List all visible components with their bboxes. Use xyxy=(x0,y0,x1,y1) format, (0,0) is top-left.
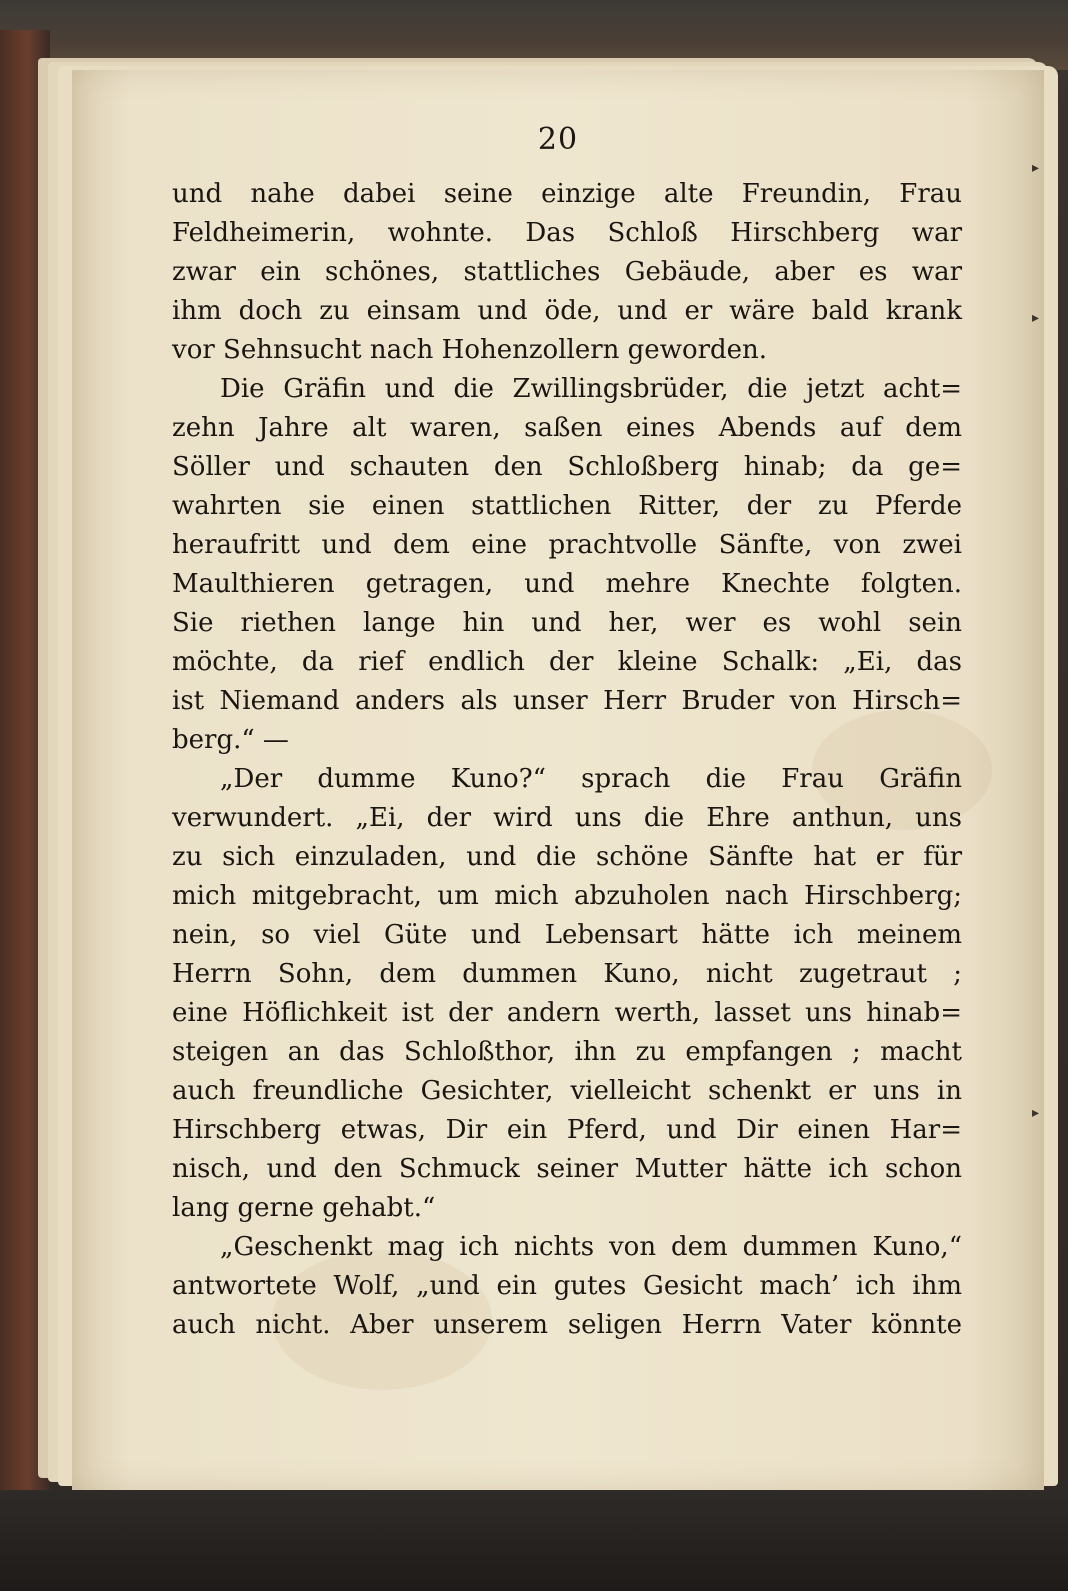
text-line: Sie riethen lange hin und her, wer es wohl sein xyxy=(172,608,962,638)
text-line: Feldheimerin, wohnte. Das Schloß Hirschberg war xyxy=(172,218,962,248)
body-text xyxy=(172,175,962,1345)
text-line: zehn Jahre alt waren, saßen eines Abends auf dem xyxy=(172,413,962,443)
text-line: vor Sehnsucht nach Hohenzollern geworden. xyxy=(172,335,768,365)
book-cover-bottom xyxy=(0,1490,1068,1591)
text-line: ihm doch zu einsam und öde, und er wäre bald krank xyxy=(172,296,962,326)
text-line: und nahe dabei seine einzige alte Freundin, Frau xyxy=(172,179,962,209)
text-line: Maulthieren getragen, und mehre Knechte folgten. xyxy=(172,569,962,599)
text-line: möchte, da rief endlich der kleine Schalk: „Ei, das xyxy=(172,647,962,677)
text-line: Herrn Sohn, dem dummen Kuno, nicht zugetraut ; xyxy=(172,959,962,989)
text-line: antwortete Wolf, „und ein gutes Gesicht mach’ ich ihm xyxy=(172,1271,962,1301)
text-line: „Geschenkt mag ich nichts von dem dummen Kuno,“ xyxy=(220,1232,962,1262)
page-number: 20 xyxy=(537,122,579,157)
text-line: auch nicht. Aber unserem seligen Herrn Vater könnte xyxy=(172,1310,962,1340)
text-line: eine Höflichkeit ist der andern werth, lasset uns hinab= xyxy=(172,998,962,1028)
text-line: berg.“ — xyxy=(172,725,289,755)
text-line: wahrten sie einen stattlichen Ritter, der zu Pferde xyxy=(172,491,962,521)
text-line: verwundert. „Ei, der wird uns die Ehre anthun, uns xyxy=(172,803,962,833)
text-line: zu sich einzuladen, und die schöne Sänfte hat er für xyxy=(172,842,962,872)
text-line: „Der dumme Kuno?“ sprach die Frau Gräfin xyxy=(220,764,962,794)
text-line: Söller und schauten den Schloßberg hinab; da ge= xyxy=(172,452,962,482)
text-line: zwar ein schönes, stattliches Gebäude, aber es war xyxy=(172,257,962,287)
text-line: nein, so viel Güte und Lebensart hätte ich meinem xyxy=(172,920,962,950)
text-line: heraufritt und dem eine prachtvolle Sänfte, von zwei xyxy=(172,530,962,560)
text-line: ist Niemand anders als unser Herr Bruder von Hirsch= xyxy=(172,686,962,716)
text-line: Hirschberg etwas, Dir ein Pferd, und Dir einen Har= xyxy=(172,1115,962,1145)
margin-mark: ▸ xyxy=(1032,160,1040,176)
text-line: steigen an das Schloßthor, ihn zu empfangen ; macht xyxy=(172,1037,962,1067)
margin-mark: ▸ xyxy=(1032,1105,1040,1121)
text-line: lang gerne gehabt.“ xyxy=(172,1193,436,1223)
text-line: Die Gräfin und die Zwillingsbrüder, die jetzt acht= xyxy=(220,374,962,404)
margin-mark: ▸ xyxy=(1032,310,1040,326)
text-line: nisch, und den Schmuck seiner Mutter hätte ich schon xyxy=(172,1154,962,1184)
text-line: mich mitgebracht, um mich abzuholen nach Hirschberg; xyxy=(172,881,962,911)
text-line: auch freundliche Gesichter, vielleicht schenkt er uns in xyxy=(172,1076,962,1106)
